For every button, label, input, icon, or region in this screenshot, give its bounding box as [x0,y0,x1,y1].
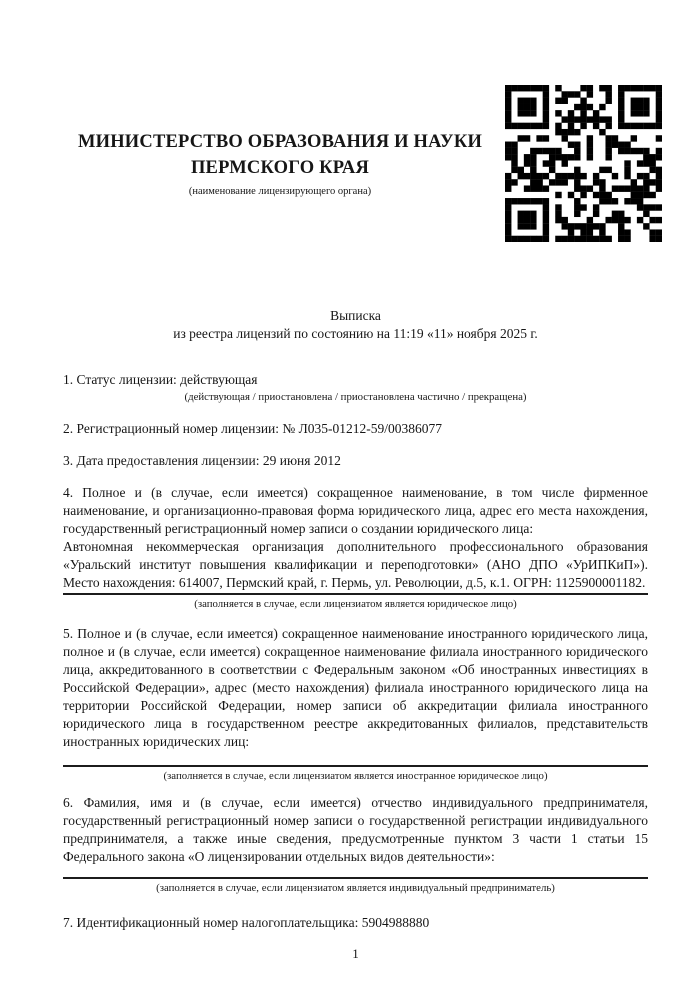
item-taxpayer-number [63,914,648,932]
legal-entity-rule [63,593,648,595]
item-legal-entity [63,484,648,612]
document-title: Выписка [330,308,381,323]
license-status-note: (действующая / приостановлена / приостановлена частично / прекращена) [184,391,527,403]
foreign-entity-note: (заполняется в случае, если лицензиатом является иностранное юридическое лицо) [163,770,548,782]
item-registration-number [63,420,648,438]
foreign-entity-label: 5. Полное и (в случае, если имеется) сокращенное наименование иностранного юридического лица, полное и (в случае, если имеется) сокращенное наименование филиала иностранного юридического лица, аккредитованного в соответствии с Федеральным законом «Об иностранных инвестициях в Российской Федерации», адрес (место нахождения) филиала иностранного юридического лица на территории Российской Федерации, номер записи об аккредитации филиала иностранного юридического лица в государственном реестре аккредитованных филиалов, представительств иностранных юридических лиц: [63,626,648,749]
item-license-status [63,371,648,405]
legal-entity-value: Автономная некоммерческая организация дополнительного профессионального образования «Уральский институт повышения квалификации и переподготовки» (АНО ДПО «УрИПКиП»). Место нахождения: 614007, Пермский край, г. Пермь, ул. Революции, д.5, к.1. ОГРН: 1125900001182. [63,539,648,590]
qr-code [505,85,662,242]
document-body [0,307,700,962]
legal-entity-note: (заполняется в случае, если лицензиатом является юридическое лицо) [194,598,517,610]
license-status-text: 1. Статус лицензии: действующая [63,372,258,387]
individual-entrepreneur-rule [63,877,648,879]
individual-entrepreneur-label: 6. Фамилия, имя и (в случае, если имеется) отчество индивидуального предпринимателя, государственный регистрационный номер записи о государственной регистрации индивидуального предпринимателя, а также иные сведения, предусмотренные пунктом 3 части 1 статьи 15 Федерального закона «О лицензировании отдельных видов деятельности»: [63,795,648,864]
taxpayer-number-text: 7. Идентификационный номер налогоплательщика: 5904988880 [63,915,430,930]
page-number: 1 [352,946,359,961]
individual-entrepreneur-note: (заполняется в случае, если лицензиатом является индивидуальный предприниматель) [156,882,555,894]
registration-number-text: 2. Регистрационный номер лицензии: № Л035-01212-59/00386077 [63,421,443,436]
document-header [0,0,700,307]
item-grant-date [63,452,648,470]
licensing-authority-block [45,129,515,198]
item-foreign-entity [63,625,648,784]
licensing-authority-name: МИНИСТЕРСТВО ОБРАЗОВАНИЯ И НАУКИ ПЕРМСКОГО КРАЯ [77,132,483,178]
document-subtitle: из реестра лицензий по состоянию на 11:19 «11» ноября 2025 г. [173,326,538,341]
item-individual-entrepreneur [63,794,648,896]
foreign-entity-rule [63,765,648,767]
document-title-block [63,307,648,343]
grant-date-text: 3. Дата предоставления лицензии: 29 июня 2012 [63,453,341,468]
legal-entity-label: 4. Полное и (в случае, если имеется) сокращенное наименование, в том числе фирменное наименование, и организационно-правовая форма юридического лица, адрес его места нахождения, государственный регистрационный номер записи о создании юридического лица: [63,485,648,536]
licensing-authority-caption: (наименование лицензирующего органа) [188,186,372,197]
